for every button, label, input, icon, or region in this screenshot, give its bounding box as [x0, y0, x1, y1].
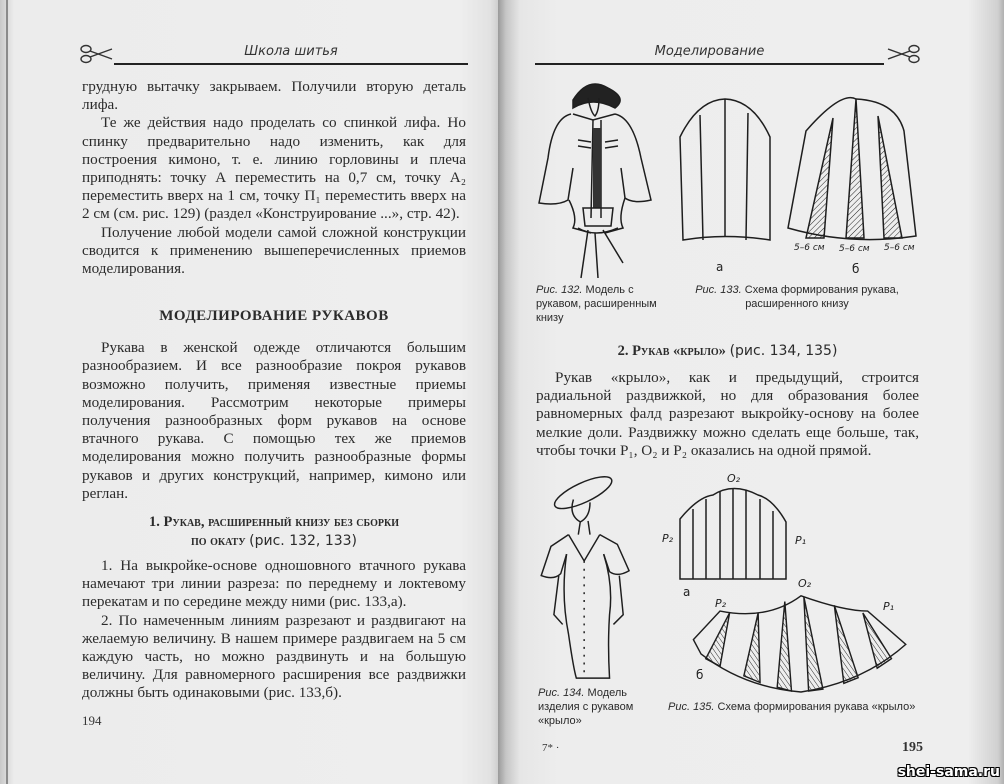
- figure-135a-label: а: [683, 585, 691, 599]
- figure-133-caption: [686, 283, 908, 311]
- subsection-heading-line1: 1. Рукав, расширенный книзу без сборки: [149, 514, 399, 531]
- left-page: [0, 0, 498, 784]
- subsection-heading-line2: по окату: [190, 533, 246, 550]
- figure-133b-gap-label: 5–6 см: [794, 243, 825, 253]
- figure-reference: (рис. 134, 135): [729, 343, 838, 359]
- running-head-rule: [114, 63, 468, 65]
- figure-caption-text: Модель изделия с рукавом «крыло»: [538, 687, 634, 727]
- watermark: shei-sama.ru: [897, 764, 1000, 780]
- figure-133a-label: а: [716, 260, 724, 274]
- paragraph: Рукав «крыло», как и предыдущий, строится радиальной раздвижкой, но для образования более равномерных фалд разрезают выкройку-основу на более мелкие доли. Раздвижку можно сделать еще больше, так, чтобы точки P₁, O₂ и P₂ оказались на одной прямой.: [536, 369, 919, 459]
- left-running-head: [80, 40, 468, 65]
- figure-135a-sleeve-pattern: [678, 487, 793, 587]
- figure-134-caption: [538, 686, 662, 728]
- paragraph: Те же действия надо проделать со спинкой лифа. Но спинку предварительно надо изменить, как для построения кимоно, т. е. линию горловины и плеча приподнять: точку А переместить на 0,7 см, точку А₂ переместить вверх на 1 см, точку П₁ переместить вверх на 2 см (см. рис. 129) (раздел «Конструирование ...», стр. 42).: [82, 114, 466, 223]
- point-p2-label: P₂: [715, 597, 727, 610]
- step-paragraph: 2. По намеченным линиям разрезают и раздвигают на желаемую величину. В нашем примере раздвигаем на 5 см каждую часть, но можно раздвинуть и на большую величину. Для равномерного расширения все раздвижки должны быть одинаковыми (рис. 133,б).: [82, 611, 466, 702]
- figure-135-caption: [668, 700, 930, 714]
- figure-caption-text: Модель с рукавом, расширенным книзу: [536, 284, 657, 324]
- subsection-heading: [535, 342, 920, 361]
- figure-number: Рис. 135.: [668, 701, 715, 713]
- wing-sleeve-text: [536, 369, 919, 460]
- figure-133a-sleeve-pattern: [678, 95, 773, 245]
- left-page-body: [82, 78, 466, 728]
- scissors-icon: [80, 43, 114, 65]
- page-edge: [6, 0, 8, 784]
- figure-132-jacket-illustration: [533, 78, 663, 278]
- subsection-heading-title: 2. Рукав «крыло»: [617, 343, 726, 359]
- figure-133b-sleeve-pattern: [786, 96, 921, 246]
- signature-mark: 7* ·: [542, 742, 560, 754]
- right-page: [498, 0, 1004, 784]
- figure-number: Рис. 134.: [538, 687, 585, 699]
- figure-133b-gap-label: 5–6 см: [884, 243, 915, 253]
- point-p1-label: P₁: [795, 534, 807, 547]
- figure-132-caption: [536, 283, 678, 325]
- paragraph: грудную вытачку закрываем. Получили вторую деталь лифа.: [82, 78, 466, 114]
- paragraph: Получение любой модели самой сложной конструкции сводится к применению вышеперечисленных приемов моделирования.: [82, 223, 466, 278]
- section-intro-text: [82, 339, 466, 503]
- step-paragraph: 1. На выкройке-основе одношовного втачного рукава намечают три линии разреза: по переднему и локтевому перекатам и по середине между ними (рис. 133,а).: [82, 557, 466, 611]
- point-o2-label: O₂: [798, 577, 812, 590]
- figure-caption-text: Схема формирования рукава, расширенного книзу: [744, 284, 899, 310]
- figure-number: Рис. 133.: [695, 284, 742, 296]
- figure-reference: (рис. 132, 133): [249, 533, 358, 550]
- point-p1-label: P₁: [883, 600, 895, 613]
- scissors-icon: [886, 43, 920, 65]
- running-head-title: Моделирование: [654, 44, 765, 59]
- subsection-heading: [82, 513, 466, 551]
- paragraph: Рукава в женской одежде отличаются большим разнообразием. И все разнообразие покроя рукавов возможно получить, применяя известные приемы моделирования. Рассмотрим некоторые примеры получения разнообразных форм рукавов на основе втачного рукава. С помощью тех же приемов моделирования можно получить разнообразные формы рукавов и других конструкций, например, кимоно или реглан.: [82, 339, 466, 502]
- page-number: 194: [82, 712, 102, 728]
- steps-text: [82, 557, 466, 703]
- running-head-rule: [535, 63, 884, 65]
- page-number: 195: [902, 740, 923, 755]
- figure-caption-text: Схема формирования рукава «крыло»: [717, 701, 916, 713]
- right-running-head: [535, 40, 920, 65]
- point-p2-label: P₂: [662, 532, 674, 545]
- figure-133b-gap-label: 5–6 см: [839, 244, 870, 254]
- section-title: МОДЕЛИРОВАНИЕ РУКАВОВ: [159, 308, 389, 325]
- figure-number: Рис. 132.: [536, 284, 583, 296]
- point-o2-label: O₂: [727, 472, 741, 485]
- running-head-title: Школа шитья: [244, 44, 338, 59]
- figure-134-dress-illustration: [538, 478, 643, 683]
- figure-133b-label: б: [852, 262, 860, 276]
- figure-135b-label: б: [696, 668, 704, 682]
- intro-text: [82, 78, 466, 278]
